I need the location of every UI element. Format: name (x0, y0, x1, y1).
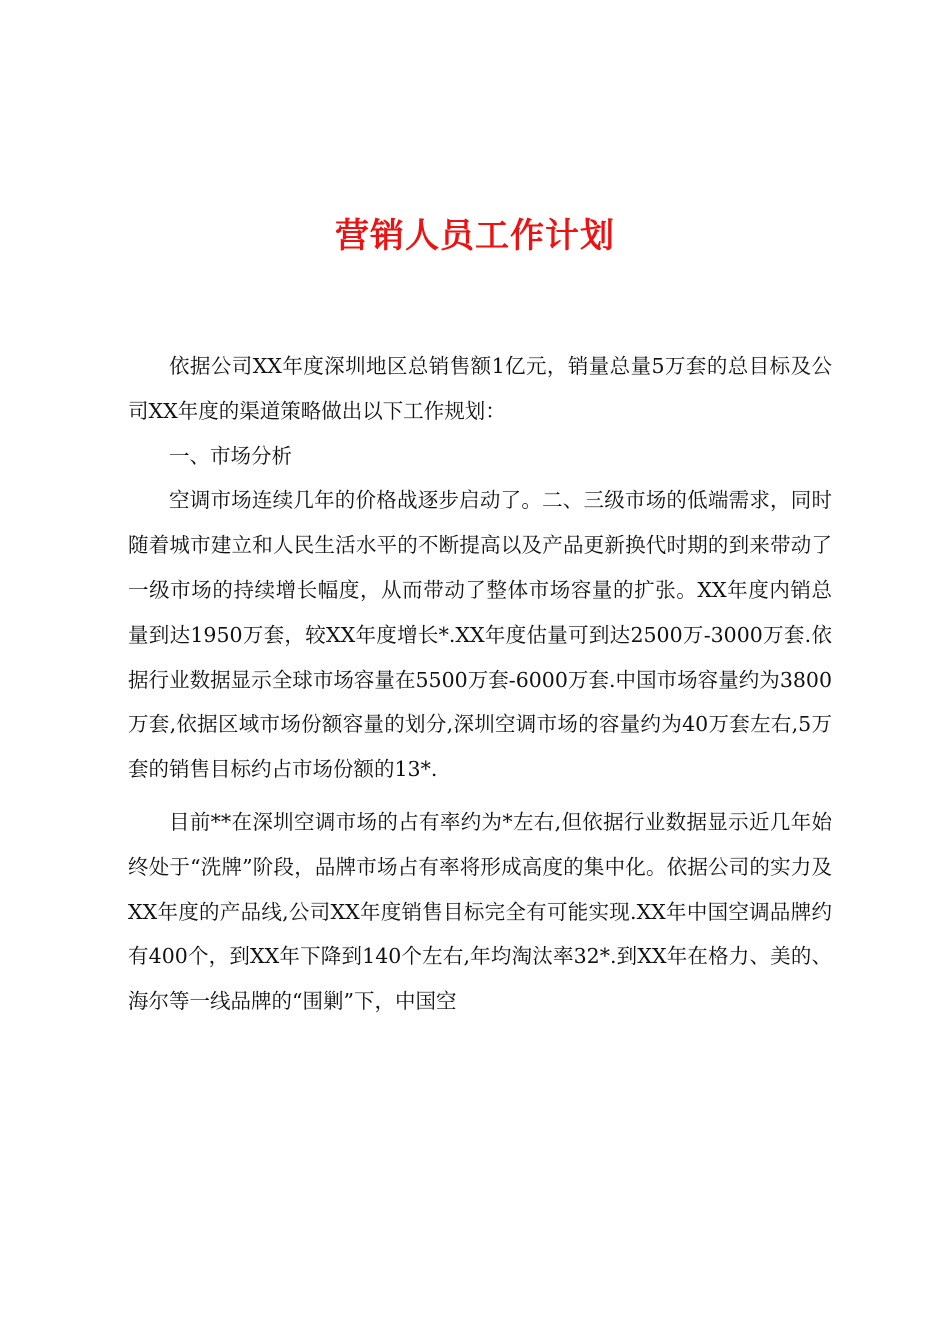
paragraph-market-share: 目前**在深圳空调市场的占有率约为*左右,但依据行业数据显示近几年始终处于“洗牌”阶段，品牌市场占有率将形成高度的集中化。依据公司的实力及XX年度的产品线,公司XX年度销售目标完全有可能实现.XX年中国空调品牌约有400个，到XX年下降到140个左右,年均淘汰率32*.到XX年在格力、美的、海尔等一线品牌的“围剿”下，中国空 (128, 809, 832, 1014)
document-title: 营销人员工作计划 (335, 216, 615, 256)
paragraph-intro: 依据公司XX年度深圳地区总销售额1亿元，销量总量5万套的总目标及公司XX年度的渠道策略做出以下工作规划： (128, 354, 832, 423)
section-heading-market-analysis: 一、市场分析 (169, 443, 292, 468)
document-body (128, 344, 832, 1024)
paragraph-market-analysis: 空调市场连续几年的价格战逐步启动了。二、三级市场的低端需求，同时随着城市建立和人民生活水平的不断提高以及产品更新换代时期的到来带动了一级市场的持续增长幅度，从而带动了整体市场容量的扩张。XX年度内销总量到达1950万套，较XX年度增长*.XX年度估量可到达2500万-3000万套.依据行业数据显示全球市场容量在5500万套-6000万套.中国市场容量约为3800万套,依据区域市场份额容量的划分,深圳空调市场的容量约为40万套左右,5万套的销售目标约占市场份额的13*. (128, 488, 832, 782)
